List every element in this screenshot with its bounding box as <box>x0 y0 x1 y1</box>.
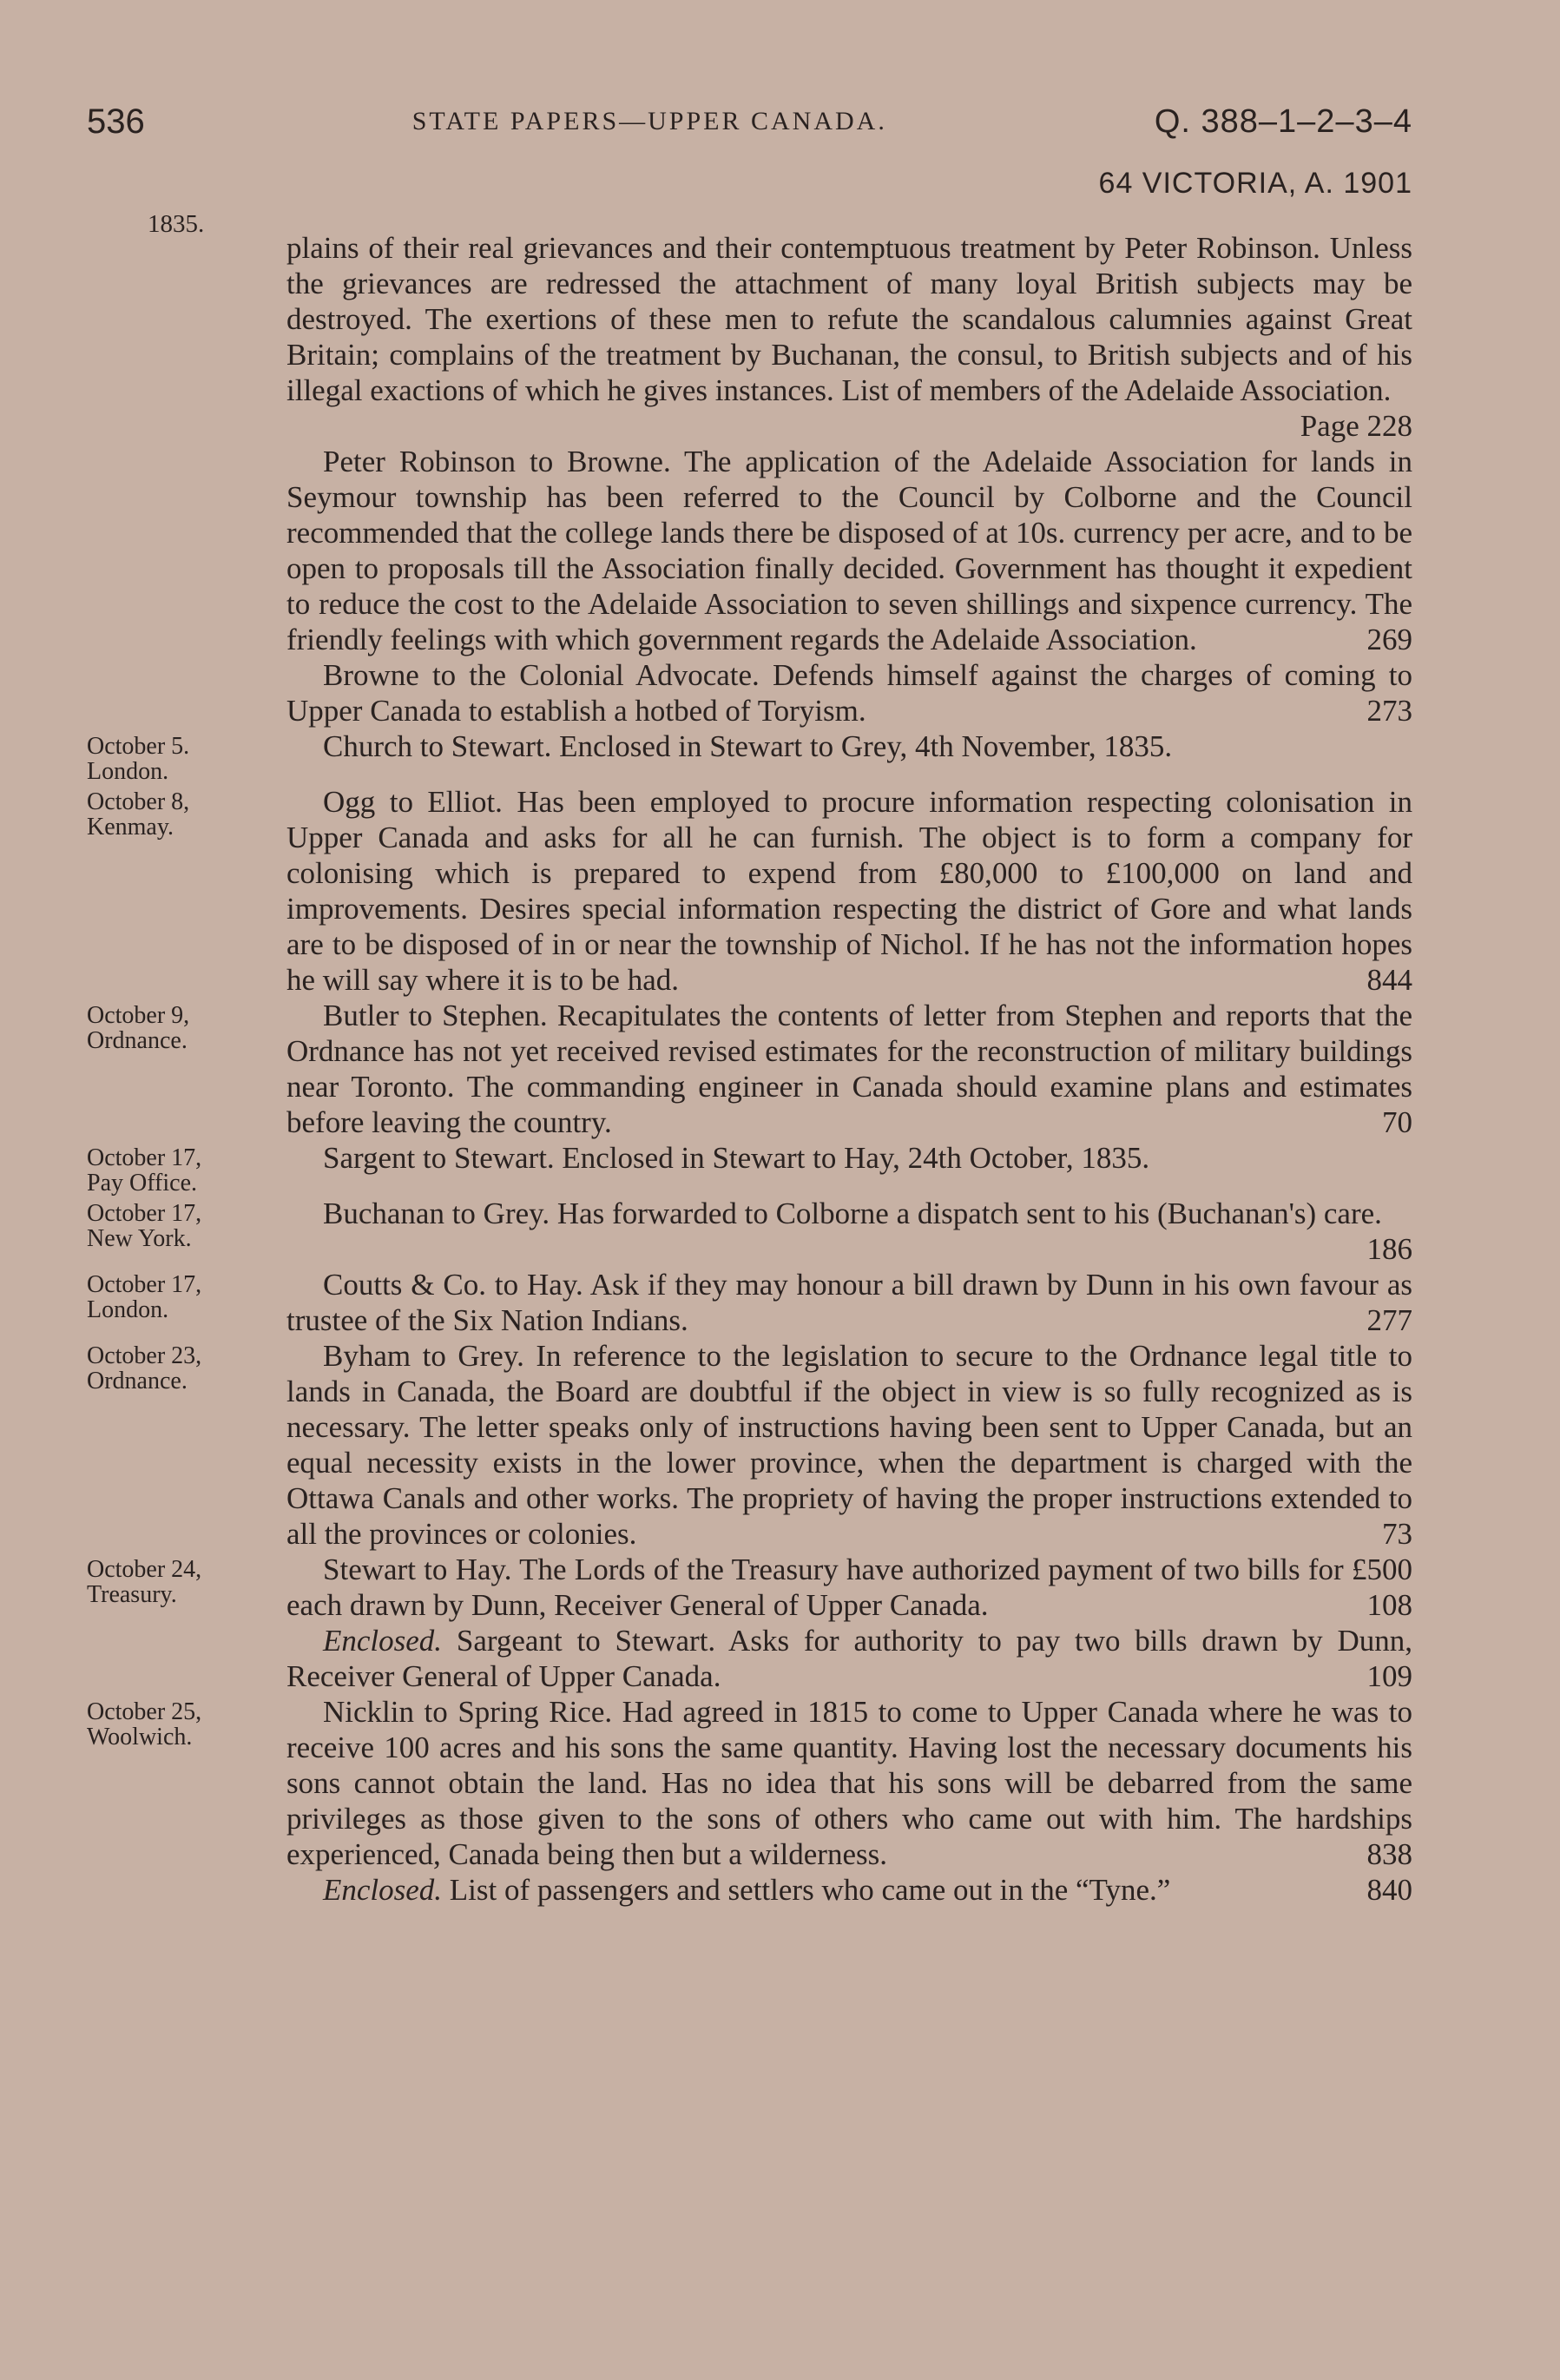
entry-date: October 17, <box>87 1200 202 1227</box>
entry-body: Church to Stewart. Enclosed in Stewart to Grey, 4th November, 1835. <box>323 729 1173 763</box>
entry-place: Treasury. <box>87 1581 177 1608</box>
entry-margin <box>87 784 286 998</box>
entry-text <box>286 1267 1412 1338</box>
entry-margin <box>87 230 286 444</box>
entry <box>87 1872 1412 1908</box>
page-reference: 109 <box>1366 1659 1412 1693</box>
entry-body: Sargeant to Stewart. Asks for authority to pay two bills drawn by Dunn, Receiver General of Upper Canada. <box>286 1624 1413 1693</box>
calendar-entries <box>87 230 1412 1908</box>
page-reference: 840 <box>1366 1873 1412 1907</box>
entry-body: Butler to Stephen. Recapitulates the contents of letter from Stephen and reports that the Ordnance has not yet received revised estimates for the reconstruction of military buildings near Toronto. The commanding engineer in Canada should examine plans and estimates before leaving the country. <box>286 999 1412 1139</box>
entry-date: October 5. <box>87 733 190 760</box>
entry <box>87 1267 1412 1338</box>
entry-text <box>286 1140 1412 1196</box>
entry-body: Nicklin to Spring Rice. Had agreed in 1815 to come to Upper Canada where he was to receive 100 acres and his sons the same quantity. Having lost the necessary documents his sons cannot obtain the land. Has no idea that his sons will be debarred from the same privileges as those given to the sons of others who came out with him. The hardships experienced, Canada being then but a wilderness. <box>286 1695 1412 1871</box>
entry-body: Ogg to Elliot. Has been employed to procure information respecting colonisation in Upper Canada and asks for all he can furnish. The object is to form a company for colonising which is prepared to expend from £80,000 to £100,000 on land and improvements. Desires special information respecting the district of Gore and what lands are to be disposed of in or near the township of Nichol. If he has not the information hopes he will say where it is to be had. <box>286 785 1412 997</box>
page-reference: 273 <box>1366 694 1412 728</box>
entry-text <box>286 729 1412 784</box>
entry <box>87 1338 1412 1552</box>
page-reference: 73 <box>1382 1517 1412 1551</box>
entry-text <box>286 1872 1412 1908</box>
entry-date: October 17, <box>87 1144 202 1171</box>
session-label: 64 VICTORIA, A. 1901 <box>1098 167 1412 200</box>
entry-body: Stewart to Hay. The Lords of the Treasury have authorized payment of two bills for £500 each drawn by Dunn, Receiver General of Upper Canada. <box>286 1553 1412 1622</box>
entry <box>87 998 1412 1140</box>
entry-place: London. <box>87 758 169 785</box>
entry-date: October 25, <box>87 1698 202 1725</box>
entry-text <box>286 444 1412 657</box>
entry-text <box>286 998 1412 1140</box>
entry-margin <box>87 444 286 657</box>
entry-margin <box>87 729 286 784</box>
entry-body: Byham to Grey. In reference to the legislation to secure to the Ordnance legal title to lands in Canada, the Board are doubtful if the object in view is so fully recognized as is necessary. The letter speaks only of instructions having been sent to Upper Canada, but an equal necessity exists in the lower province, when the department is charged with the Ottawa Canals and other works. The propriety of having the proper instructions extended to all the provinces or colonies. <box>286 1339 1412 1551</box>
series-reference: Q. 388–1–2–3–4 <box>1154 102 1412 140</box>
entry-text <box>286 1196 1412 1267</box>
entry-margin <box>87 1267 286 1338</box>
entry-date: October 17, <box>87 1271 202 1298</box>
entry-body: Browne to the Colonial Advocate. Defends himself against the charges of coming to Upper Canada to establish a hotbed of Toryism. <box>286 658 1412 728</box>
entry <box>87 784 1412 998</box>
page-reference: 277 <box>1366 1303 1412 1337</box>
entry-margin <box>87 1872 286 1908</box>
entry-body: List of passengers and settlers who came out in the “Tyne.” <box>449 1873 1171 1907</box>
entry-body: Coutts & Co. to Hay. Ask if they may honour a bill drawn by Dunn in his own favour as trustee of the Six Nation Indians. <box>286 1268 1412 1337</box>
entry-place: Pay Office. <box>87 1170 197 1197</box>
entry <box>87 1552 1412 1623</box>
entry-body: Sargent to Stewart. Enclosed in Stewart to Hay, 24th October, 1835. <box>323 1141 1150 1175</box>
entry <box>87 657 1412 729</box>
entry-place: New York. <box>87 1225 192 1252</box>
entry <box>87 1196 1412 1267</box>
entry-place: Kenmay. <box>87 814 174 841</box>
entry-date: October 24, <box>87 1556 202 1583</box>
entry-text <box>286 1623 1412 1694</box>
entry-margin <box>87 1196 286 1267</box>
page-header <box>87 96 1412 148</box>
entry-text <box>286 1338 1412 1552</box>
page-number: 536 <box>87 102 145 141</box>
entry <box>87 1140 1412 1196</box>
entry <box>87 230 1412 444</box>
entry-text <box>286 657 1412 729</box>
entry-body: plains of their real grievances and their contemptuous treatment by Peter Robinson. Unless the grievances are redressed the attachment of many loyal British subjects may be destroyed. The exertions of these men to refute the scandalous calumnies against Great Britain; complains of the treatment by Buchanan, the consul, to British subjects and of his illegal exactions of which he gives instances. List of members of the Adelaide Association. <box>286 231 1412 407</box>
entry-margin <box>87 998 286 1140</box>
entry <box>87 1694 1412 1872</box>
page-reference: 108 <box>1366 1588 1412 1622</box>
entry <box>87 1623 1412 1694</box>
page-reference: 269 <box>1366 623 1412 656</box>
entry-date: October 9, <box>87 1002 190 1029</box>
year-label: 1835. <box>148 210 205 238</box>
entry <box>87 729 1412 784</box>
page-reference: 70 <box>1382 1105 1412 1139</box>
entry <box>87 444 1412 657</box>
entry-margin <box>87 1694 286 1872</box>
entry-text <box>286 230 1412 444</box>
page-reference: 838 <box>1366 1837 1412 1871</box>
entry-margin <box>87 1623 286 1694</box>
entry-place: Ordnance. <box>87 1027 188 1054</box>
enclosed-label: Enclosed. <box>323 1624 443 1658</box>
enclosed-label: Enclosed. <box>323 1873 443 1907</box>
entry-margin <box>87 1338 286 1552</box>
entry-text <box>286 1552 1412 1623</box>
entry-date: October 23, <box>87 1342 202 1369</box>
page-reference: Page 228 <box>1300 409 1412 443</box>
entry-body: Peter Robinson to Browne. The application of the Adelaide Association for lands in Seymour township has been referred to the Council by Colborne and the Council recommended that the college lands there be disposed of at 10s. currency per acre, and to be open to proposals till the Association finally decided. Government has thought it expedient to reduce the cost to the Adelaide Association to seven shillings and sixpence currency. The friendly feelings with which government regards the Adelaide Association. <box>286 445 1412 656</box>
entry-place: Ordnance. <box>87 1368 188 1394</box>
entry-text <box>286 1694 1412 1872</box>
entry-margin <box>87 1552 286 1623</box>
entry-margin <box>87 657 286 729</box>
entry-margin <box>87 1140 286 1196</box>
running-title: STATE PAPERS—UPPER CANADA. <box>411 107 887 135</box>
entry-body: Buchanan to Grey. Has forwarded to Colborne a dispatch sent to his (Buchanan's) care. <box>323 1197 1382 1230</box>
entry-place: Woolwich. <box>87 1724 193 1750</box>
page-reference: 186 <box>1366 1232 1412 1266</box>
entry-place: London. <box>87 1296 169 1323</box>
page-reference: 844 <box>1366 963 1412 997</box>
entry-text <box>286 784 1412 998</box>
entry-date: October 8, <box>87 788 190 815</box>
